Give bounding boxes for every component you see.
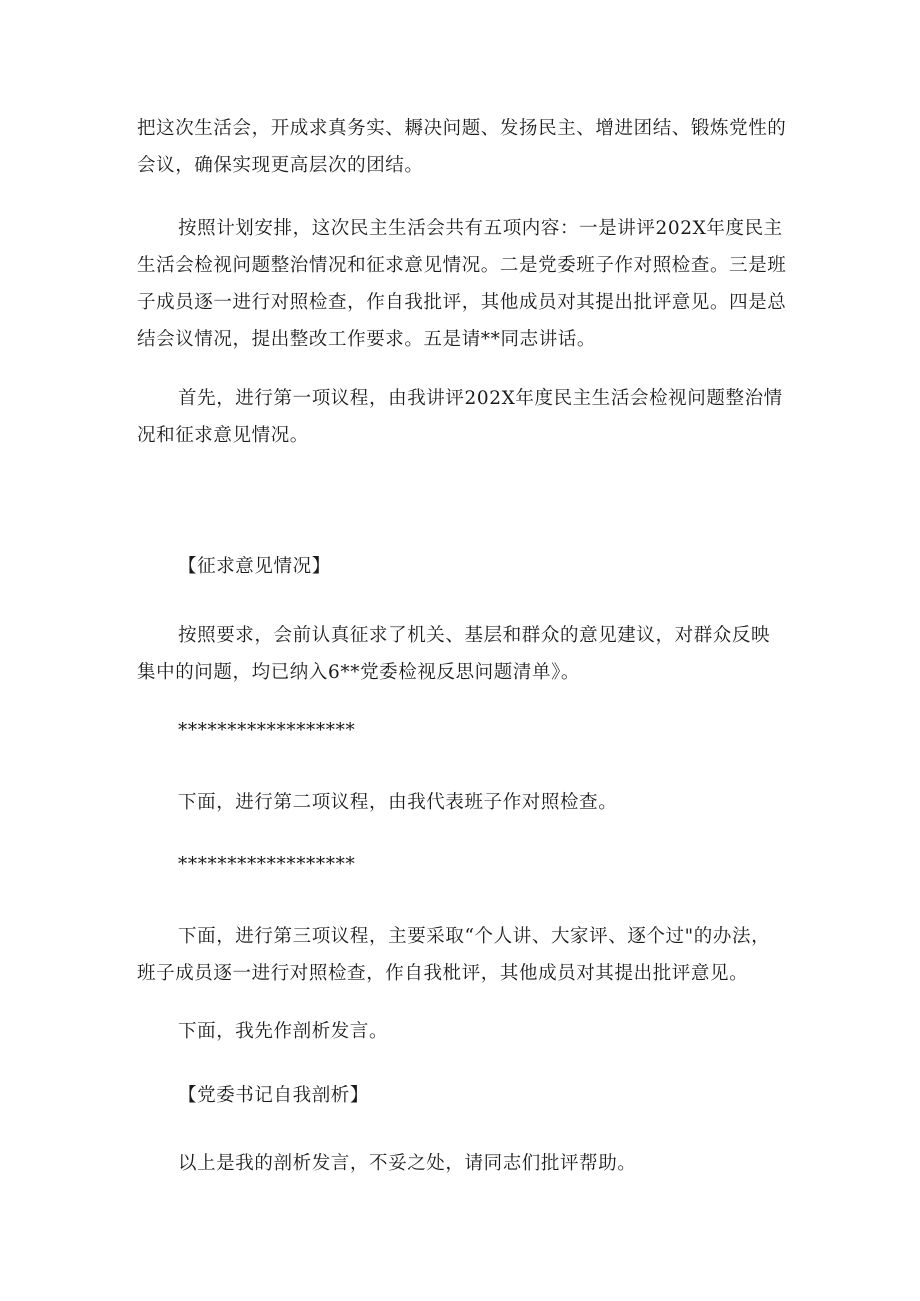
paragraph-opinions: 按照要求，会前认真征求了机关、基层和群众的意见建议，对群众反映集中的问题，均已纳入6**党委检视反思问题清单》。 [137,625,771,683]
paragraph-intro: 把这次生活会，开成求真务实、耨决问题、发扬民主、增进团结、锻炼党性的会议，确保实现更高层次的团结。 [137,118,787,176]
section-heading-opinions: 【征求意见情况】 [178,556,331,577]
paragraph-agenda: 按照计划安排，这次民主生活会共有五项内容：一是讲评202X年度民主生活会检视问题整治情况和征求意见情况。二是党委班子作对照检查。三是班子成员逐一进行对照检查，作自我批评，其他成员对其提出批评意见。四是总结会议情况，提出整改工作要求。五是请**同志讲话。 [137,218,787,350]
paragraph-second-item: 下面，进行第二项议程，由我代表班子作对照检查。 [178,792,618,813]
separator-stars-1: ****************** [178,720,356,741]
paragraph-closing: 以上是我的剖析发言，不妥之处，请同志们批评帮助。 [178,1153,637,1174]
separator-stars-2: ****************** [178,854,356,875]
section-heading-secretary: 【党委书记自我剖析】 [178,1085,370,1106]
paragraph-first-item: 首先，进行第一项议程，由我讲评202X年度民主生活会检视问题整治情况和征求意见情况。 [137,388,783,446]
paragraph-self-analysis-intro: 下面，我先作剖析发言。 [178,1021,389,1042]
paragraph-third-item: 下面，进行第三项议程，主要采取“个人讲、大家评、逐个过"的办法，班子成员逐一进行对照检查，作自我枇评，其他成员对其提出批评意见。 [137,926,771,984]
